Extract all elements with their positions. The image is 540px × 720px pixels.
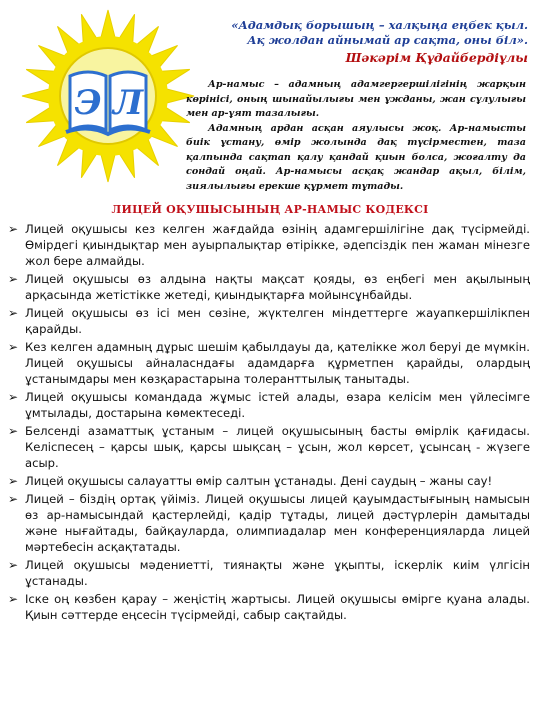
intro-paragraph-1: Ар-намыс – адамның адамгергершілігінің жарқын көрінісі, оның шынайылығы мен ұжданы, жан сұлулығы мен ар-ұят тазалығы. — [186, 79, 526, 119]
arrow-bullet-icon: ➢ — [8, 558, 19, 572]
rule-item — [6, 491, 530, 555]
sun-ray — [22, 88, 53, 104]
intro-text — [186, 78, 526, 194]
rule-item — [6, 557, 530, 589]
rule-item — [6, 271, 530, 303]
epigraph-line-2: Ақ жолдан айнымай ар сақта, оны біл». — [247, 33, 528, 47]
arrow-bullet-icon: ➢ — [8, 222, 19, 236]
arrow-bullet-icon: ➢ — [8, 306, 19, 320]
rules-list — [6, 221, 530, 625]
intro-paragraph-2: Адамның ардан асқан аяулысы жоқ. Ар-намысты биік ұстану, өмір жолында дақ түсірместен, таза қалпында сақтап қалу қандай қиын болса, жоғалту да сондай оңай. Ар-намысы асқақ жандар ақыл, білім, зиялылығы ерекше құрмет тұтады. — [186, 122, 526, 192]
arrow-bullet-icon: ➢ — [8, 390, 19, 404]
arrow-bullet-icon: ➢ — [8, 272, 19, 286]
rule-item — [6, 339, 530, 387]
arrow-bullet-icon: ➢ — [8, 340, 19, 354]
rule-text: Кез келген адамның дұрыс шешім қабылдауы да, қателікке жол беруі де мүмкін. Лицей оқушысы айналасндағы адамдарға құрметпен қарайды, олардың ұстанымдары мен көзқарастарына толеранттылық танытады. — [25, 340, 530, 386]
rule-text: Белсенді азаматтық ұстаным – лицей оқушысының басты өмірлік қағидасы. Келіспесең – қарсы шық, қарсы шықсаң – ұсын, жол көрсет, ұсынсаң - жүзеге асыр. — [25, 424, 530, 470]
rule-text: Лицей оқушысы командада жұмыс істей алады, өзара келісім мен үйлесімге ұмтылады, достарына көмектеседі. — [25, 390, 530, 420]
rule-item — [6, 305, 530, 337]
rule-text: Лицей оқушысы кез келген жағдайда өзінің адамгершілігіне дақ түсірмейді. Өмірдегі қиындықтар мен ауырпалықтар өтірікке, әдепсіздік пен жаман мінезге жол бере алмайды. — [25, 222, 530, 268]
sun-ray — [100, 151, 116, 182]
rule-text: Лицей оқушысы мәдениетті, тиянақты және ұқыпты, іскерлік киім үлгісін ұстанады. — [25, 558, 530, 588]
rule-text: Лицей оқушысы салауатты өмір салтын ұстанады. Дені саудың – жаны сау! — [25, 474, 493, 488]
lyceum-emblem — [18, 6, 198, 186]
sun-ray — [100, 10, 116, 41]
epigraph-line-1: «Адамдық борышың – халқыңа еңбек қыл. — [231, 18, 528, 32]
emblem-letter-left: Э — [74, 83, 102, 123]
rule-item — [6, 473, 530, 489]
arrow-bullet-icon: ➢ — [8, 424, 19, 438]
rule-text: Іске оң көзбен қарау – жеңістің жартысы. Лицей оқушысы өмірге қуана алады. Қиын сәттерде еңсесін түсірмейді, сабыр сақтайды. — [25, 592, 530, 622]
rule-text: Лицей оқушысы өз ісі мен сөзіне, жүктелген міндеттерге жауапкершілікпен қарайды. — [25, 306, 530, 336]
rule-item — [6, 591, 530, 623]
arrow-bullet-icon: ➢ — [8, 474, 19, 488]
rule-text: Лицей оқушысы өз алдына нақты мақсат қояды, өз еңбегі мен ақылының арқасында жетістікке жетеді, қиындықтарға мойынсұнбайды. — [25, 272, 530, 302]
epigraph-author: Шәкәрім Құдайбердіұлы — [345, 50, 528, 65]
epigraph — [198, 18, 528, 65]
rule-item — [6, 221, 530, 269]
arrow-bullet-icon: ➢ — [8, 592, 19, 606]
rule-text: Лицей – біздің ортақ үйіміз. Лицей оқушысы лицей қауымдастығының намысын өз ар-намысындай қастерлейді, қадір тұтады, лицей дәстүрлерін дамытады және нығайтады, байқауларда, олимпиадалар мен конференцияларда лицей мәртебесін асқақтатады. — [25, 492, 530, 554]
rule-item — [6, 423, 530, 471]
emblem-letter-right: Л — [112, 83, 144, 123]
arrow-bullet-icon: ➢ — [8, 492, 19, 506]
code-title: ЛИЦЕЙ ОҚУШЫСЫНЫҢ АР-НАМЫС КОДЕКСІ — [111, 203, 429, 216]
rule-item — [6, 389, 530, 421]
